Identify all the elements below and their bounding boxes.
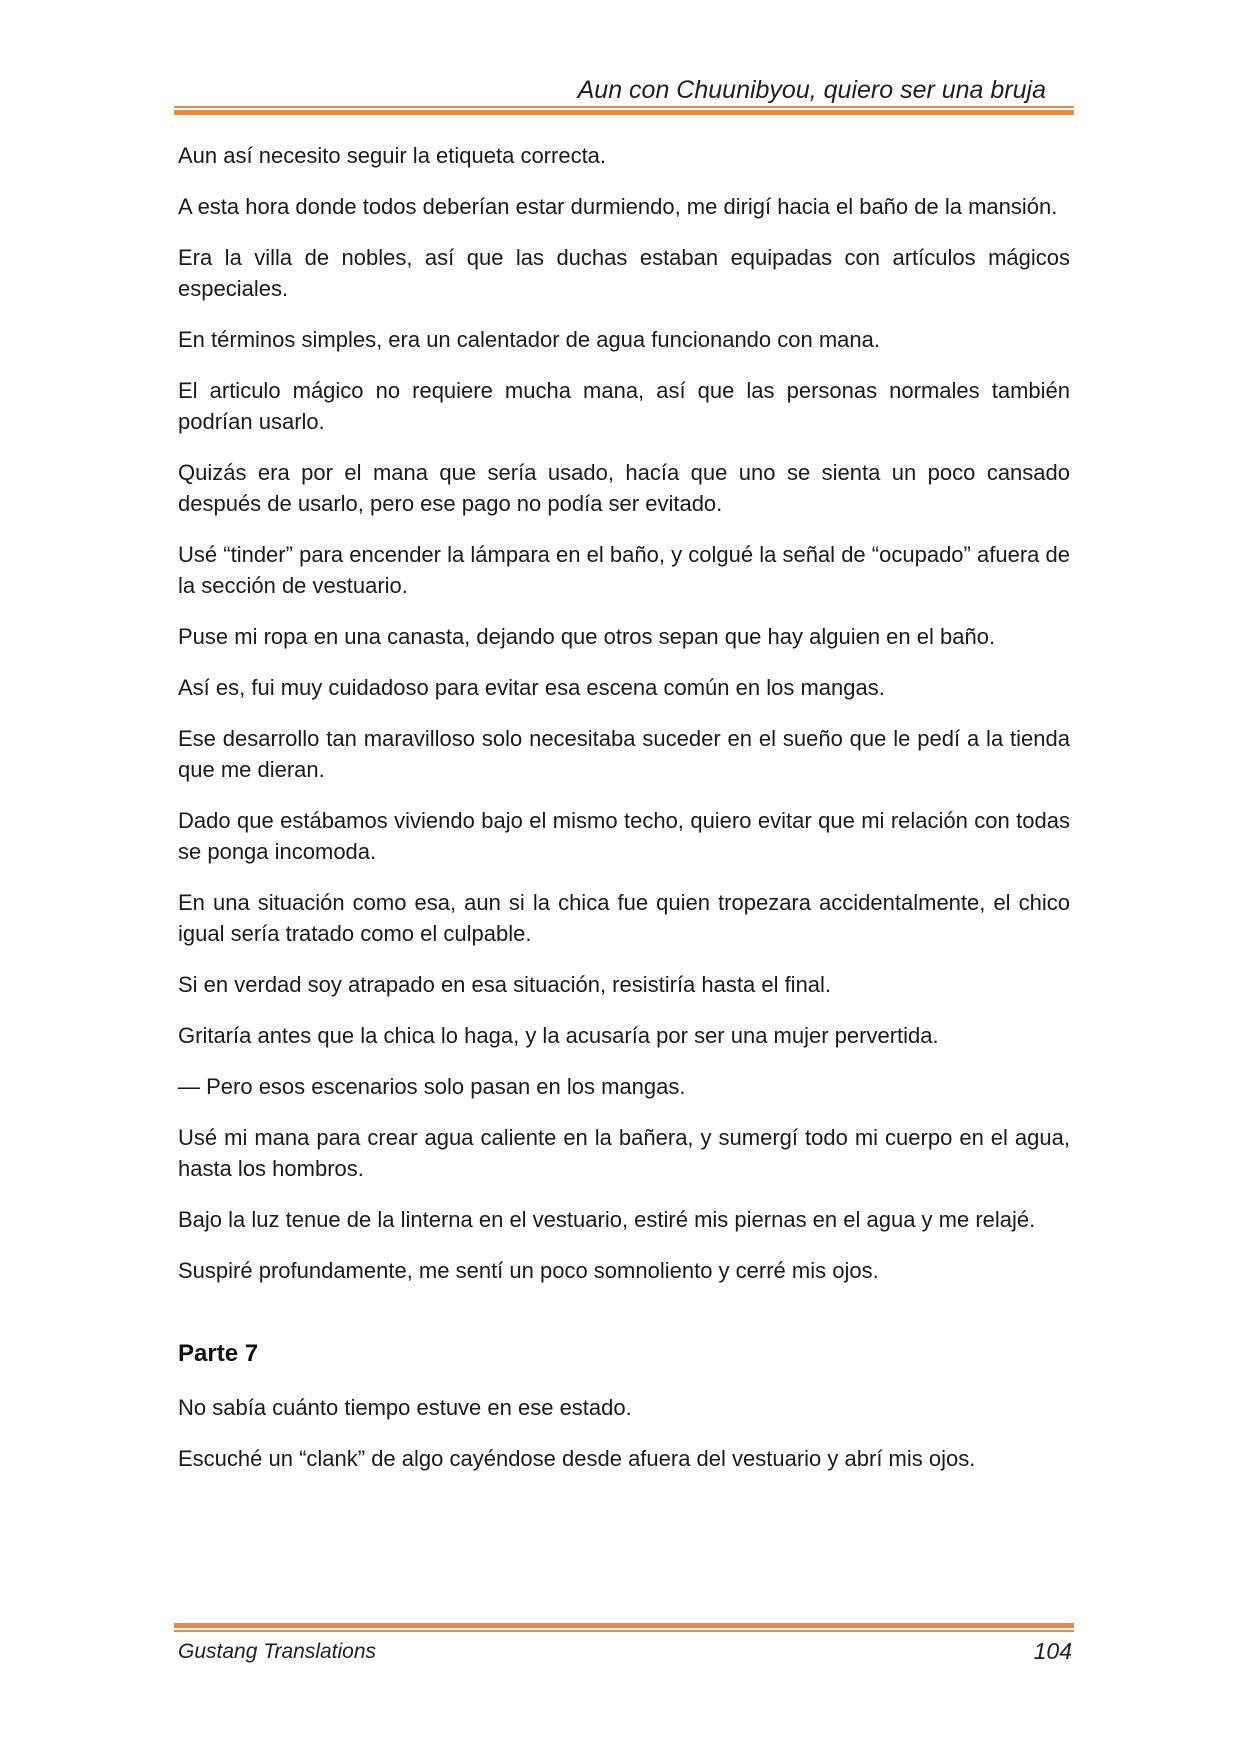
paragraph: Escuché un “clank” de algo cayéndose desde afuera del vestuario y abrí mis ojos. — [178, 1446, 976, 1471]
paragraph: Quizás era por el mana que sería usado, hacía que uno se sienta un poco cansado después de usarlo, pero ese pago no podía ser evitado. — [178, 460, 1070, 516]
page-body — [178, 140, 1070, 1494]
paragraph: Usé “tinder” para encender la lámpara en el baño, y colgué la señal de “ocupado” afuera de la sección de vestuario. — [178, 542, 1070, 598]
paragraph: En términos simples, era un calentador de agua funcionando con mana. — [178, 327, 880, 352]
page-number: 104 — [1033, 1638, 1072, 1664]
paragraph: Aun así necesito seguir la etiqueta correcta. — [178, 143, 607, 168]
paragraph: Suspiré profundamente, me sentí un poco somnoliento y cerré mis ojos. — [178, 1258, 879, 1283]
header-rule — [174, 106, 1074, 115]
paragraph: En una situación como esa, aun si la chica fue quien tropezara accidentalmente, el chico igual sería tratado como el culpable. — [178, 890, 1070, 946]
paragraph: Era la villa de nobles, así que las duchas estaban equipadas con artículos mágicos especiales. — [178, 245, 1070, 301]
paragraph: Si en verdad soy atrapado en esa situación, resistiría hasta el final. — [178, 972, 832, 997]
paragraph: Dado que estábamos viviendo bajo el mismo techo, quiero evitar que mi relación con todas se ponga incomoda. — [178, 808, 1070, 864]
footer-publisher: Gustang Translations — [178, 1640, 377, 1663]
paragraph: Puse mi ropa en una canasta, dejando que otros sepan que hay alguien en el baño. — [178, 624, 996, 649]
running-header-title: Aun con Chuunibyou, quiero ser una bruja — [577, 76, 1046, 104]
paragraph: Ese desarrollo tan maravilloso solo necesitaba suceder en el sueño que le pedí a la tienda que me dieran. — [178, 726, 1070, 782]
paragraph: No sabía cuánto tiempo estuve en ese estado. — [178, 1395, 632, 1420]
paragraph: Bajo la luz tenue de la linterna en el vestuario, estiré mis piernas en el agua y me relajé. — [178, 1207, 1036, 1232]
paragraph: El articulo mágico no requiere mucha mana, así que las personas normales también podrían usarlo. — [178, 378, 1070, 434]
paragraph: Así es, fui muy cuidadoso para evitar esa escena común en los mangas. — [178, 675, 885, 700]
paragraph: Usé mi mana para crear agua caliente en la bañera, y sumergí todo mi cuerpo en el agua, hasta los hombros. — [178, 1125, 1070, 1181]
footer-rule — [174, 1623, 1074, 1632]
paragraph: — Pero esos escenarios solo pasan en los mangas. — [178, 1074, 686, 1099]
section-heading: Parte 7 — [178, 1340, 259, 1367]
paragraph: Gritaría antes que la chica lo haga, y la acusaría por ser una mujer pervertida. — [178, 1023, 939, 1048]
paragraph: A esta hora donde todos deberían estar durmiendo, me dirigí hacia el baño de la mansión. — [178, 194, 1058, 219]
